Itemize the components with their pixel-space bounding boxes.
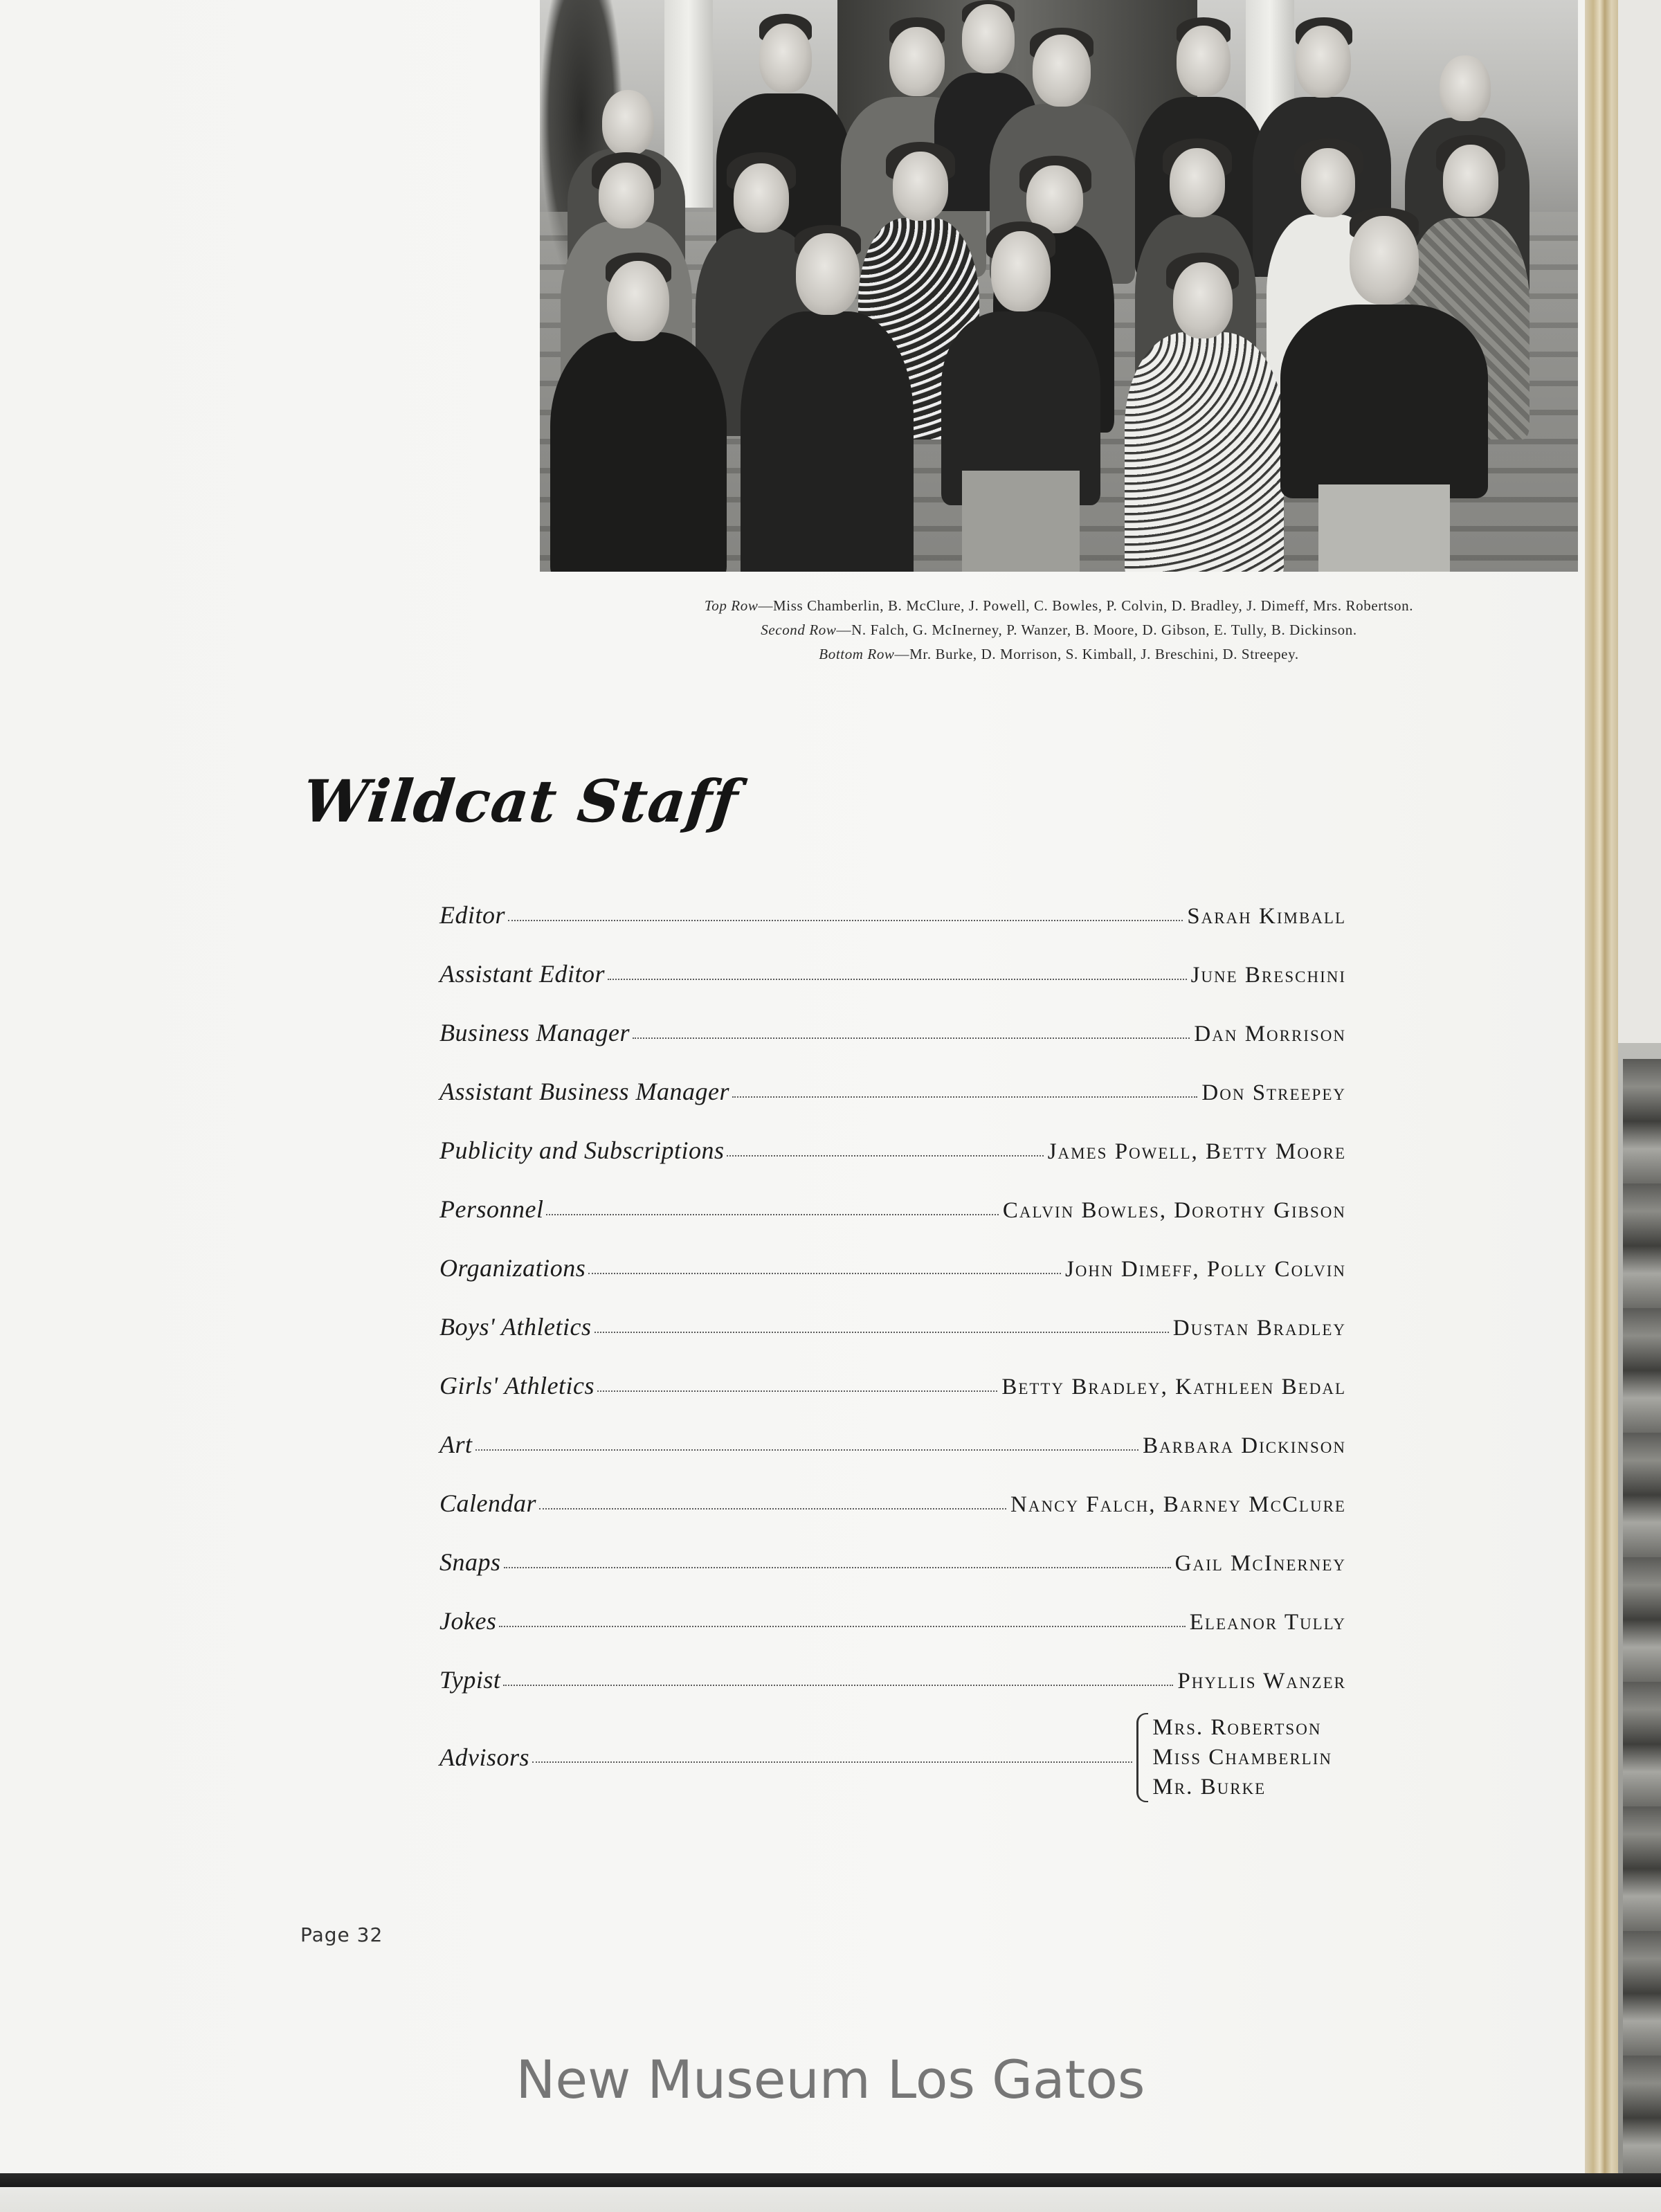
staff-row xyxy=(439,1577,1346,1635)
staff-name: Sarah Kimball xyxy=(1187,904,1346,929)
photo-caption xyxy=(540,594,1578,667)
caption-row-label: Top Row xyxy=(704,597,759,614)
page-title: Wildcat Staff xyxy=(299,767,742,835)
staff-name: Gail McInerney xyxy=(1174,1551,1346,1576)
staff-name: Barbara Dickinson xyxy=(1143,1433,1346,1458)
staff-row xyxy=(439,1282,1346,1341)
caption-second-row xyxy=(540,618,1578,642)
dot-leader xyxy=(633,1037,1190,1039)
dot-leader xyxy=(594,1332,1169,1333)
staff-name: Dustan Bradley xyxy=(1172,1316,1346,1341)
staff-role: Boys' Athletics xyxy=(439,1313,592,1341)
dot-leader xyxy=(475,1449,1139,1451)
dot-leader xyxy=(588,1273,1061,1274)
caption-bottom-row xyxy=(540,642,1578,667)
next-page-photo-edge xyxy=(1623,1059,1661,2173)
staff-name: Nancy Falch, Barney McClure xyxy=(1010,1492,1346,1517)
dot-leader xyxy=(504,1567,1171,1568)
staff-role: Assistant Editor xyxy=(439,960,606,988)
dot-leader xyxy=(608,979,1187,980)
page-number: Page 32 xyxy=(300,1923,383,1946)
staff-name: Eleanor Tully xyxy=(1189,1610,1346,1635)
staff-role: Personnel xyxy=(439,1195,544,1223)
staff-role: Publicity and Subscriptions xyxy=(439,1136,725,1164)
staff-role: Typist xyxy=(439,1666,501,1694)
group-photo xyxy=(540,0,1578,572)
staff-name: John Dimeff, Polly Colvin xyxy=(1064,1257,1346,1282)
watermark: New Museum Los Gatos xyxy=(516,2049,1145,2110)
staff-name: Don Streepey xyxy=(1201,1080,1346,1105)
staff-role: Assistant Business Manager xyxy=(439,1078,730,1105)
dot-leader xyxy=(727,1155,1043,1157)
staff-role: Snaps xyxy=(439,1548,501,1576)
advisor-name: Miss Chamberlin xyxy=(1152,1744,1332,1770)
caption-top-row xyxy=(540,594,1578,618)
dot-leader xyxy=(532,1761,1132,1763)
dot-leader xyxy=(597,1390,997,1392)
staff-row xyxy=(439,1635,1346,1694)
staff-row xyxy=(439,1518,1346,1577)
advisor-name: Mr. Burke xyxy=(1152,1774,1267,1799)
book-bottom-edge xyxy=(0,2173,1661,2212)
staff-role: Jokes xyxy=(439,1607,497,1635)
advisor-name: Mrs. Robertson xyxy=(1152,1714,1322,1740)
dot-leader xyxy=(732,1096,1197,1098)
staff-role: Calendar xyxy=(439,1489,537,1517)
advisors-names xyxy=(1152,1713,1332,1802)
staff-role: Organizations xyxy=(439,1254,586,1282)
staff-row xyxy=(439,1341,1346,1400)
dot-leader xyxy=(508,920,1183,921)
staff-name: Dan Morrison xyxy=(1194,1022,1346,1046)
staff-row xyxy=(439,1459,1346,1518)
caption-row-names: —N. Falch, G. McInerney, P. Wanzer, B. Moore, D. Gibson, E. Tully, B. Dickinson. xyxy=(836,622,1357,638)
staff-role: Art xyxy=(439,1431,473,1458)
caption-row-names: —Miss Chamberlin, B. McClure, J. Powell, C. Bowles, P. Colvin, D. Bradley, J. Dimeff, Mrs. Robertson. xyxy=(758,597,1414,614)
caption-row-names: —Mr. Burke, D. Morrison, S. Kimball, J. Breschini, D. Streepey. xyxy=(894,646,1299,662)
dot-leader xyxy=(539,1508,1006,1510)
dot-leader xyxy=(503,1685,1173,1686)
staff-role: Girls' Athletics xyxy=(439,1372,595,1399)
staff-list xyxy=(439,871,1346,1809)
caption-row-label: Second Row xyxy=(761,622,837,638)
staff-role: Editor xyxy=(439,901,506,929)
dot-leader xyxy=(499,1626,1185,1627)
staff-role: Business Manager xyxy=(439,1019,630,1046)
staff-role: Advisors xyxy=(439,1743,529,1771)
staff-row xyxy=(439,1400,1346,1459)
dot-leader xyxy=(546,1214,998,1215)
staff-name: Phyllis Wanzer xyxy=(1177,1669,1346,1694)
caption-row-label: Bottom Row xyxy=(819,646,895,662)
book-binding xyxy=(1585,0,1618,2173)
staff-row xyxy=(439,930,1346,988)
staff-row xyxy=(439,1106,1346,1165)
staff-row xyxy=(439,871,1346,930)
advisors-group xyxy=(1136,1713,1332,1802)
staff-row xyxy=(439,1047,1346,1106)
staff-row xyxy=(439,1224,1346,1282)
staff-row xyxy=(439,1165,1346,1224)
staff-row xyxy=(439,988,1346,1047)
brace-icon xyxy=(1136,1713,1148,1802)
staff-name: Calvin Bowles, Dorothy Gibson xyxy=(1002,1198,1346,1223)
staff-name: June Breschini xyxy=(1190,963,1346,988)
advisors-row xyxy=(439,1705,1346,1809)
staff-name: Betty Bradley, Kathleen Bedal xyxy=(1001,1375,1346,1399)
staff-name: James Powell, Betty Moore xyxy=(1047,1139,1346,1164)
